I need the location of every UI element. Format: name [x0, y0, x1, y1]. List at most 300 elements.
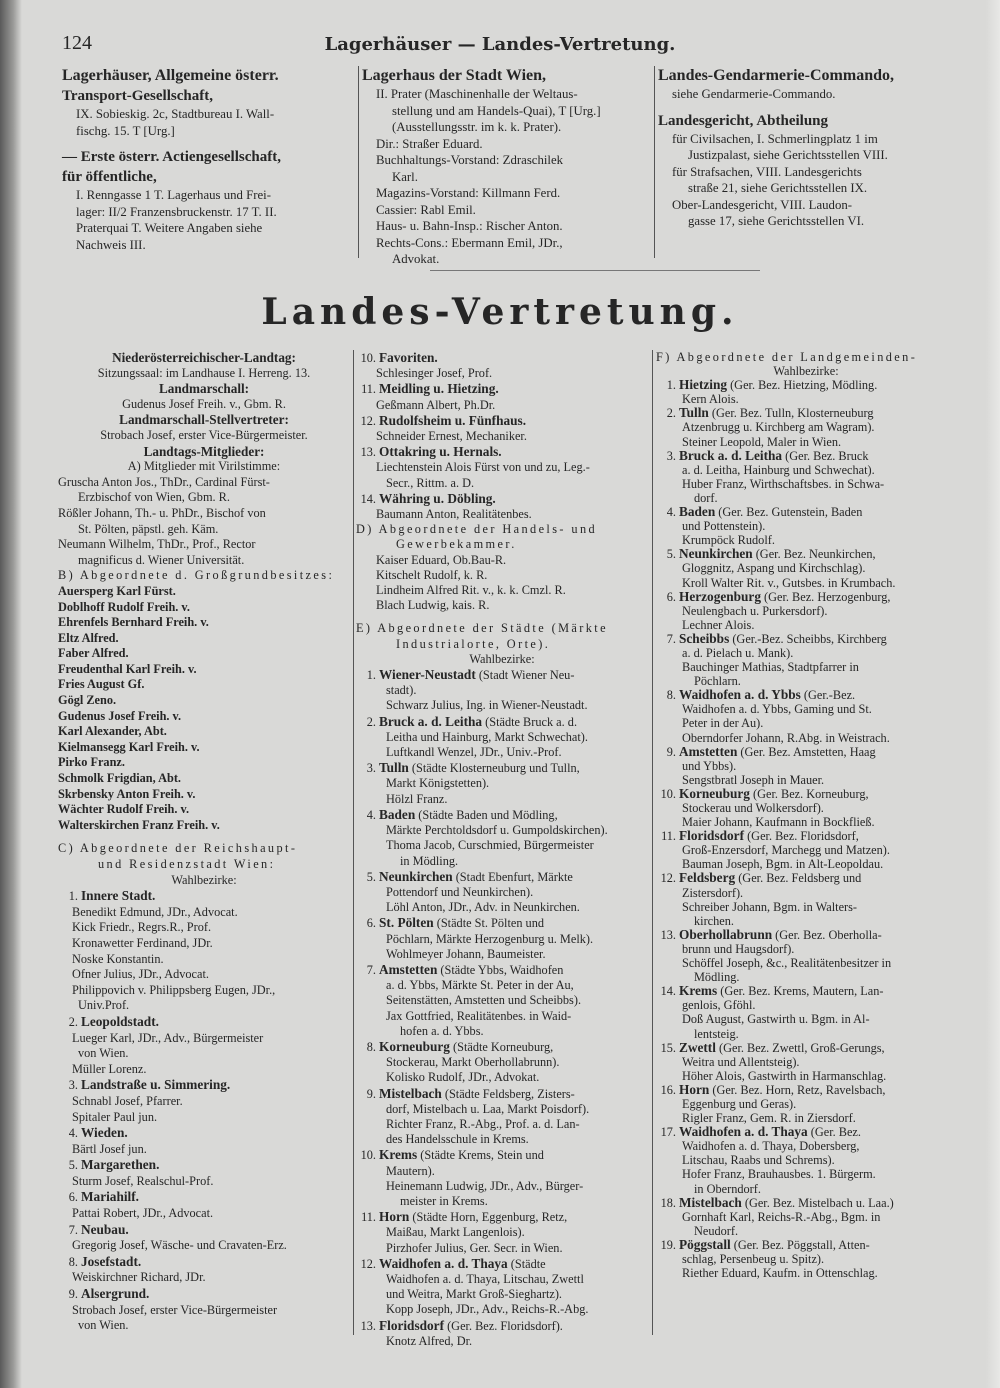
district-number: 7.: [68, 1222, 78, 1237]
member-name: Schmolk Frigdian, Abt.: [58, 771, 181, 786]
district-entry: [356, 1147, 648, 1163]
district-detail: (Ger. Bez. Amstetten, Haag: [737, 744, 876, 759]
continuation-line: Löhl Anton, JDr., Adv. in Neunkirchen.: [386, 900, 580, 915]
continuation-line: dorf.: [694, 490, 718, 505]
continuation-line: Pirzhofer Julius, Ger. Secr. in Wien.: [386, 1240, 563, 1255]
text-line: Lueger Karl, JDr., Adv., Bürgermeister: [72, 1030, 264, 1045]
section-heading: Niederösterreichischer-Landtag:: [112, 350, 296, 365]
member-name: Walterskirchen Franz Freih. v.: [58, 817, 220, 832]
district-entry: [656, 1196, 956, 1210]
district-entry: [356, 1318, 648, 1334]
text-line: Noske Konstantin.: [72, 951, 164, 966]
continuation-line: Erzbischof von Wien, Gbm. R.: [78, 490, 230, 505]
district-number: 14.: [360, 491, 376, 506]
continuation-line: lentsteig.: [694, 1026, 739, 1041]
district-detail: (Ger. Bez. Oberholla-: [772, 927, 882, 942]
text-line: IX. Sobieskig. 2c, Stadtbureau I. Wall-: [76, 107, 275, 121]
district-number: 10.: [660, 786, 676, 801]
continuation-line: a. d. Leitha, Hainburg und Schwechat).: [682, 462, 875, 477]
subsection-heading: C) Abgeordnete der Reichshaupt-: [58, 841, 298, 856]
district-entry: [356, 807, 648, 823]
column-1: [58, 350, 350, 1334]
district-detail: (Ger. Bez. Floridsdorf,: [744, 829, 859, 844]
continuation-line: Neulengbach u. Purkersdorf).: [682, 603, 828, 618]
district-detail: (Städte Horn, Eggenburg, Retz,: [409, 1210, 568, 1225]
district-name: Josefstadt.: [81, 1253, 142, 1269]
text-line: Schnabl Josef, Pfarrer.: [72, 1093, 183, 1108]
column-rule: [353, 350, 354, 1335]
district-entry: [58, 1014, 350, 1031]
centered-line: Strobach Josef, erster Vice-Bürgermeister.: [100, 427, 308, 442]
entry-heading: Transport-Gesellschaft,: [62, 88, 213, 104]
column-3: [656, 350, 956, 1280]
centered-line: Wahlbezirke:: [171, 872, 237, 887]
district-name: Oberhollabrunn: [679, 926, 773, 942]
spacer: [62, 139, 354, 147]
text-line: Philippovich v. Philippsberg Eugen, JDr.,: [72, 982, 276, 997]
district-detail: (Ger. Bez. Korneuburg,: [749, 786, 869, 801]
continuation-line: von Wien.: [78, 1046, 129, 1061]
continuation-line: Zistersdorf).: [682, 885, 744, 900]
district-name: Mariahilf.: [81, 1189, 139, 1205]
continuation-line: Kroll Walter Rit. v., Gutsbes. in Krumbach.: [682, 575, 896, 590]
continuation-line: Advokat.: [392, 252, 440, 266]
district-entry: [356, 381, 648, 397]
text-line: Ober-Landesgericht, VIII. Laudon-: [672, 197, 853, 212]
district-detail: (Ger. Bez.: [807, 1125, 861, 1140]
district-name: Bruck a. d. Leitha: [679, 447, 783, 463]
district-name: Horn: [679, 1081, 710, 1097]
district-entry: [58, 1157, 350, 1174]
district-name: Pöggstall: [679, 1236, 731, 1252]
district-entry: [356, 1256, 648, 1272]
district-number: 2.: [68, 1014, 78, 1029]
continuation-line: Kern Alois.: [682, 392, 739, 407]
text-line: Haus- u. Bahn-Insp.: Rischer Anton.: [376, 219, 563, 233]
subsection-heading-cont: Industrialorte, Orte).: [396, 636, 551, 651]
district-entry: [356, 760, 648, 776]
continuation-line: Waidhofen a. d. Ybbs, Gaming und St.: [682, 702, 872, 717]
district-name: Margarethen.: [81, 1157, 160, 1173]
district-detail: (Ger. Bez. Krems, Mautern, Lan-: [717, 984, 884, 999]
column-rule: [358, 66, 359, 258]
text-line: Benedikt Edmund, JDr., Advocat.: [72, 904, 238, 919]
district-number: 1.: [666, 378, 676, 393]
district-entry: [58, 1286, 350, 1303]
district-number: 10.: [360, 1148, 376, 1163]
section-heading: Landmarschall-Stellvertreter:: [119, 412, 289, 428]
district-name: Neunkirchen: [379, 868, 453, 884]
district-number: 8.: [666, 688, 676, 703]
continuation-line: Pottendorf und Neunkirchen).: [386, 884, 534, 899]
district-name: Feldsberg: [679, 870, 736, 886]
column-2: [356, 350, 648, 1349]
district-name: Korneuburg: [679, 785, 750, 801]
continuation-line: Doß August, Gastwirth u. Bgm. in Al-: [682, 1012, 870, 1027]
district-name: Ottakring u. Hernals.: [379, 444, 502, 460]
district-name: Favoriten.: [379, 350, 438, 365]
district-entry: [356, 413, 648, 429]
running-head: Lagerhäuser — Landes-Vertretung.: [324, 34, 676, 55]
continuation-line: Leitha und Hainburg, Markt Schwechat).: [386, 729, 588, 744]
continuation-line: Karl.: [392, 169, 418, 184]
continuation-line: und Ybbs).: [682, 758, 737, 773]
district-entry: [656, 1125, 956, 1139]
district-name: Amstetten: [679, 743, 738, 759]
district-number: 8.: [68, 1254, 78, 1269]
district-number: 13.: [360, 445, 376, 460]
continuation-line: stellung und am Handels-Quai), T [Urg.]: [392, 103, 601, 118]
scan-edge-right: [986, 0, 1000, 1388]
text-line: Spitaler Paul jun.: [72, 1109, 158, 1124]
member-name: Doblhoff Rudolf Freih. v.: [58, 599, 190, 614]
district-detail: (Städte St. Pölten und: [433, 916, 545, 931]
subsection-heading: E) Abgeordnete der Städte (Märkte: [356, 621, 608, 636]
continuation-line: Justizpalast, siehe Gerichtsstellen VIII.: [688, 148, 888, 162]
district-entry: [656, 547, 956, 561]
continuation-line: Hofer Franz, Brauhausbes. 1. Bürgerm.: [682, 1167, 876, 1182]
spacer: [356, 613, 648, 621]
continuation-line: genlois, Gföhl.: [682, 998, 756, 1013]
text-line: für Civilsachen, I. Schmerlingplatz 1 im: [672, 131, 878, 146]
district-entry: [656, 632, 956, 646]
district-name: Zwettl: [679, 1039, 716, 1055]
entry-heading: Landes-Gendarmerie-Commando,: [658, 67, 894, 84]
section-heading: Landmarschall:: [158, 381, 250, 397]
top-column-3: [658, 66, 954, 230]
district-name: Tulln: [379, 760, 409, 776]
continuation-line: Waidhofen a. d. Thaya, Litschau, Zwettl: [386, 1271, 584, 1286]
district-entry: [356, 869, 648, 885]
spacer: [58, 833, 350, 841]
district-number: 4.: [666, 505, 676, 520]
subsection-heading-cont: und Residenzstadt Wien:: [98, 857, 276, 871]
text-line: Gregorig Josef, Wäsche- und Cravaten-Erz.: [72, 1238, 287, 1253]
district-number: 5.: [366, 869, 376, 884]
district-entry: [656, 1238, 956, 1252]
district-detail: (Stadt Ebenfurt, Märkte: [452, 869, 573, 884]
continuation-line: Kolisko Rudolf, JDr., Advokat.: [386, 1070, 540, 1085]
district-name: Waidhofen a. d. Thaya: [679, 1124, 808, 1140]
continuation-line: Schwarz Julius, Ing. in Wiener-Neustadt.: [386, 698, 588, 713]
continuation-line: Groß-Enzersdorf, Marchegg und Matzen).: [682, 843, 890, 858]
district-detail: (Städte Ybbs, Waidhofen: [437, 962, 564, 977]
district-detail: (Städte Baden und Mödling,: [415, 807, 558, 822]
text-line: Dir.: Straßer Eduard.: [376, 136, 483, 151]
district-name: Floridsdorf: [679, 828, 745, 844]
district-entry: [356, 714, 648, 730]
district-detail: (Ger. Bez. Gutenstein, Baden: [715, 505, 863, 520]
district-name: Währing u. Döbling.: [379, 490, 496, 506]
text-line: Schneider Ernest, Mechaniker.: [376, 429, 527, 444]
district-number: 16.: [660, 1082, 676, 1097]
district-number: 1.: [366, 668, 376, 683]
district-detail: (Ger. Bez. Herzogenburg,: [760, 589, 891, 604]
district-detail: (Ger. Bez. Tulln, Klosterneuburg: [708, 406, 874, 421]
district-number: 9.: [68, 1287, 78, 1302]
subsection-heading: D) Abgeordnete der Handels- und: [356, 522, 598, 537]
district-number: 19.: [660, 1237, 676, 1252]
text-line: Liechtenstein Alois Fürst von und zu, Leg.-: [376, 460, 590, 475]
continuation-line: Markt Königstetten).: [386, 776, 490, 791]
district-detail: (Ger. Bez. Bruck: [782, 448, 869, 463]
district-number: 12.: [360, 413, 376, 428]
centered-line: A) Mitglieder mit Virilstimme:: [127, 459, 281, 474]
continuation-line: Höher Alois, Gastwirth in Harmanschlag.: [682, 1068, 887, 1083]
entry-heading: für öffentliche,: [62, 169, 157, 185]
continuation-line: Huber Franz, Wirthschaftsbes. in Schwa-: [682, 476, 885, 491]
district-entry: [656, 505, 956, 519]
district-detail: (Städte Feldsberg, Zisters-: [441, 1086, 575, 1101]
member-name: Pirko Franz.: [58, 755, 125, 770]
district-entry: [356, 667, 648, 683]
continuation-line: und Pottenstein).: [682, 519, 766, 534]
continuation-line: Mautern).: [386, 1163, 435, 1178]
continuation-line: lager: II/2 Franzensbruckenstr. 17 T. II.: [76, 204, 277, 219]
district-number: 7.: [366, 962, 376, 977]
district-name: Krems: [379, 1147, 418, 1163]
text-line: Magazins-Vorstand: Killmann Ferd.: [376, 186, 561, 200]
district-entry: [656, 745, 956, 759]
district-detail: (Ger. Bez. Horn, Retz, Ravelsbach,: [709, 1082, 886, 1097]
continuation-line: Stockerau, Markt Oberhollabrunn).: [386, 1055, 560, 1070]
district-entry: [356, 444, 648, 460]
top-column-2: [362, 66, 650, 268]
district-name: Alsergrund.: [81, 1286, 150, 1302]
district-number: 7.: [666, 631, 676, 646]
continuation-line: Schöffel Joseph, &c., Realitätenbesitzer in: [682, 956, 892, 971]
district-name: Mistelbach: [379, 1085, 442, 1101]
district-name: St. Pölten: [379, 915, 434, 931]
district-detail: (Ger. Bez. Pöggstall, Atten-: [730, 1237, 870, 1252]
continuation-line: Peter in der Au).: [682, 716, 764, 731]
text-line: Schlesinger Josef, Prof.: [376, 366, 493, 381]
text-line: Buchhaltungs-Vorstand: Zdraschilek: [376, 153, 564, 167]
district-detail: (Stadt Wiener Neu-: [475, 668, 575, 683]
continuation-line: Gloggnitz, Aspang und Kirchschlag).: [682, 561, 866, 576]
district-detail: (Städte: [507, 1256, 546, 1271]
continuation-line: fischg. 15. T [Urg.]: [76, 123, 175, 138]
district-entry: [656, 829, 956, 843]
member-name: Ehrenfels Bernhard Freih. v.: [58, 615, 209, 630]
continuation-line: Oberndorfer Johann, R.Abg. in Weistrach.: [682, 730, 890, 745]
continuation-line: Schreiber Johann, Bgm. in Walters-: [682, 899, 858, 914]
continuation-line: schlag, Persenbeug u. Spitz).: [682, 1252, 825, 1266]
continuation-line: straße 21, siehe Gerichtsstellen IX.: [688, 181, 868, 195]
district-number: 11.: [361, 382, 376, 397]
district-number: 3.: [666, 448, 676, 463]
district-detail: (Städte Krems, Stein und: [417, 1148, 544, 1163]
district-number: 2.: [666, 406, 676, 421]
district-detail: (Ger. Bez. Mistelbach u. Laa.): [741, 1195, 894, 1210]
continuation-line: Eggenburg und Geras).: [682, 1096, 797, 1111]
text-line: Weiskirchner Richard, JDr.: [72, 1270, 206, 1285]
continuation-line: Bauchinger Mathias, Stadtpfarrer in: [682, 660, 859, 675]
text-line: Sturm Josef, Realschul-Prof.: [72, 1173, 214, 1188]
district-entry: [58, 1254, 350, 1271]
text-line: II. Prater (Maschinenhalle der Weltaus-: [376, 87, 578, 101]
centered-line: Wahlbezirke:: [773, 364, 839, 379]
district-number: 11.: [361, 1210, 376, 1225]
section-divider: [430, 270, 760, 271]
district-number: 9.: [366, 1086, 376, 1101]
member-name: Skrbensky Anton Freih. v.: [58, 786, 196, 801]
continuation-line: Knotz Alfred, Dr.: [386, 1333, 473, 1348]
district-detail: (Ger. Bez. Zwettl, Groß-Gerungs,: [715, 1040, 885, 1055]
district-number: 15.: [660, 1040, 676, 1055]
continuation-line: und Weitra, Markt Groß-Sieghartz).: [386, 1287, 563, 1302]
district-number: 13.: [360, 1318, 376, 1333]
district-entry: [58, 1189, 350, 1206]
district-name: Herzogenburg: [679, 588, 761, 604]
continuation-line: a. d. Ybbs, Märkte St. Peter in der Au,: [386, 978, 574, 993]
district-name: Horn: [379, 1209, 410, 1225]
continuation-line: Rigler Franz, Gem. R. in Ziersdorf.: [682, 1111, 856, 1126]
district-name: Leopoldstadt.: [81, 1013, 159, 1029]
district-name: Hietzing: [679, 377, 728, 393]
continuation-line: Neudorf.: [694, 1223, 739, 1238]
centered-line: Sitzungssaal: im Landhause I. Herreng. 13.: [97, 365, 311, 380]
district-number: 6.: [666, 589, 676, 604]
continuation-line: in Mödling.: [400, 853, 459, 868]
member-name: Karl Alexander, Abt.: [58, 724, 167, 739]
continuation-line: Maißau, Markt Langenlois).: [386, 1225, 525, 1240]
member-name: Eltz Alfred.: [58, 630, 119, 645]
member-name: Kielmansegg Karl Freih. v.: [58, 739, 200, 754]
district-entry: [656, 378, 956, 392]
continuation-line: Kopp Joseph, JDr., Adv., Reichs-R.-Abg.: [386, 1302, 589, 1317]
text-line: Kaiser Eduard, Ob.Bau-R.: [376, 552, 507, 567]
continuation-line: Maier Johann, Kaufmann in Bockfließ.: [682, 815, 875, 830]
continuation-line: Riether Eduard, Kaufm. in Ottenschlag.: [682, 1266, 878, 1281]
district-number: 2.: [366, 714, 376, 729]
continuation-line: Jax Gottfried, Realitätenbes. in Waid-: [386, 1008, 572, 1023]
district-name: Korneuburg: [379, 1038, 450, 1054]
continuation-line: Nachweis III.: [76, 237, 146, 252]
member-entry: Neumann Wilhelm, ThDr., Prof., Rector: [58, 537, 256, 552]
district-detail: (Ger.-Bez. Scheibbs, Kirchberg: [729, 631, 887, 646]
district-entry: [356, 915, 648, 931]
district-entry: [656, 871, 956, 885]
district-name: Tulln: [679, 405, 709, 421]
continuation-line: Thoma Jacob, Curschmied, Bürgermeister: [386, 838, 594, 853]
district-detail: (Ger. Bez. Hietzing, Mödling.: [727, 378, 878, 393]
continuation-line: brunn und Haugsdorf).: [682, 941, 795, 956]
continuation-line: Stockerau und Wolkersdorf).: [682, 801, 824, 815]
continuation-line: Pöchlarn.: [694, 674, 741, 689]
district-entry: [58, 1222, 350, 1239]
district-number: 3.: [366, 761, 376, 776]
centered-line: Wahlbezirke:: [469, 651, 535, 666]
continuation-line: stadt).: [386, 683, 417, 698]
continuation-line: Seitenstätten, Amstetten und Scheibbs).: [386, 993, 582, 1008]
district-name: Floridsdorf: [379, 1317, 445, 1333]
district-name: Meidling u. Hietzing.: [379, 381, 499, 397]
text-line: Bärtl Josef jun.: [72, 1141, 147, 1156]
text-line: Strobach Josef, erster Vice-Bürgermeister: [72, 1302, 278, 1317]
continuation-line: Secr., Rittm. a. D.: [386, 475, 475, 490]
continuation-line: Weitra und Allentsteig).: [682, 1054, 800, 1069]
district-name: Wiener-Neustadt: [379, 667, 476, 683]
text-line: Geßmann Albert, Ph.Dr.: [376, 397, 496, 412]
district-entry: [356, 1209, 648, 1225]
district-entry: [656, 406, 956, 420]
scan-edge-shadow: [0, 0, 22, 1388]
continuation-line: Steiner Leopold, Maler in Wien.: [682, 434, 842, 449]
continuation-line: Atzenbrugg u. Kirchberg am Wagram).: [682, 420, 875, 435]
district-name: Waidhofen a. d. Ybbs: [679, 687, 801, 703]
district-entry: [656, 1041, 956, 1055]
member-name: Fries August Gf.: [58, 677, 145, 692]
continuation-line: magnificus d. Wiener Universität.: [78, 552, 245, 567]
top-column-1: [62, 66, 354, 253]
district-number: 9.: [666, 744, 676, 759]
district-entry: [656, 590, 956, 604]
district-number: 4.: [366, 807, 376, 822]
district-detail: (Ger.-Bez.: [800, 688, 856, 703]
continuation-line: Luftkandl Wenzel, JDr., Univ.-Prof.: [386, 745, 562, 760]
continuation-line: Pöchlarn, Märkte Herzogenburg u. Melk).: [386, 931, 594, 946]
member-entry: Gruscha Anton Jos., ThDr., Cardinal Fürst-: [58, 474, 270, 489]
text-line: Lindheim Alfred Rit. v., k. k. Cmzl. R.: [376, 583, 566, 598]
district-entry: [656, 787, 956, 801]
district-detail: (Städte Klosterneuburg und Tulln,: [408, 761, 580, 776]
subsection-heading-cont: Gewerbekammer.: [396, 537, 517, 552]
district-name: Landstraße u. Simmering.: [81, 1077, 231, 1093]
district-name: Baden: [379, 806, 416, 822]
continuation-line: Wohlmeyer Johann, Baumeister.: [386, 946, 546, 961]
spacer: [658, 103, 954, 111]
continuation-line: Krumpöck Rudolf.: [682, 533, 775, 548]
district-name: Rudolfsheim u. Fünfhaus.: [379, 412, 527, 428]
column-rule: [654, 66, 655, 258]
district-name: Neunkirchen: [679, 546, 753, 562]
district-number: 11.: [661, 829, 676, 844]
continuation-line: a. d. Pielach u. Mank).: [682, 645, 794, 660]
continuation-line: Univ.Prof.: [78, 998, 130, 1013]
district-entry: [356, 491, 648, 507]
continuation-line: Märkte Perchtoldsdorf u. Gumpoldskirchen).: [386, 823, 608, 838]
text-line: Blach Ludwig, kais. R.: [376, 598, 490, 613]
district-entry: [656, 1083, 956, 1097]
district-entry: [656, 688, 956, 702]
continuation-line: von Wien.: [78, 1318, 129, 1333]
district-detail: (Ger. Bez. Feldsberg und: [735, 871, 862, 886]
district-entry: [656, 449, 956, 463]
continuation-line: (Ausstellungsstr. im k. k. Prater).: [392, 120, 562, 134]
text-line: Kronawetter Ferdinand, JDr.: [72, 935, 213, 950]
column-rule: [652, 350, 653, 1335]
district-number: 12.: [660, 871, 676, 886]
district-number: 1.: [68, 889, 78, 904]
continuation-line: hofen a. d. Ybbs.: [400, 1023, 484, 1038]
district-name: Amstetten: [379, 961, 438, 977]
district-entry: [356, 962, 648, 978]
district-entry: [356, 1086, 648, 1102]
member-name: Auersperg Karl Fürst.: [58, 583, 176, 598]
district-detail: (Städte Korneuburg,: [449, 1039, 554, 1054]
continuation-line: St. Pölten, päpstl. geh. Käm.: [78, 521, 219, 536]
continuation-line: Richter Franz, R.-Abg., Prof. a. d. Lan-: [386, 1116, 580, 1131]
district-number: 3.: [68, 1078, 78, 1093]
district-name: Scheibbs: [679, 630, 730, 646]
district-number: 13.: [660, 927, 676, 942]
text-line: Pattai Robert, JDr., Advocat.: [72, 1206, 214, 1221]
district-number: 5.: [68, 1158, 78, 1173]
member-name: Freudenthal Karl Freih. v.: [58, 661, 197, 676]
continuation-line: Waidhofen a. d. Thaya, Dobersberg,: [682, 1139, 860, 1154]
member-name: Gögl Zeno.: [58, 693, 117, 708]
